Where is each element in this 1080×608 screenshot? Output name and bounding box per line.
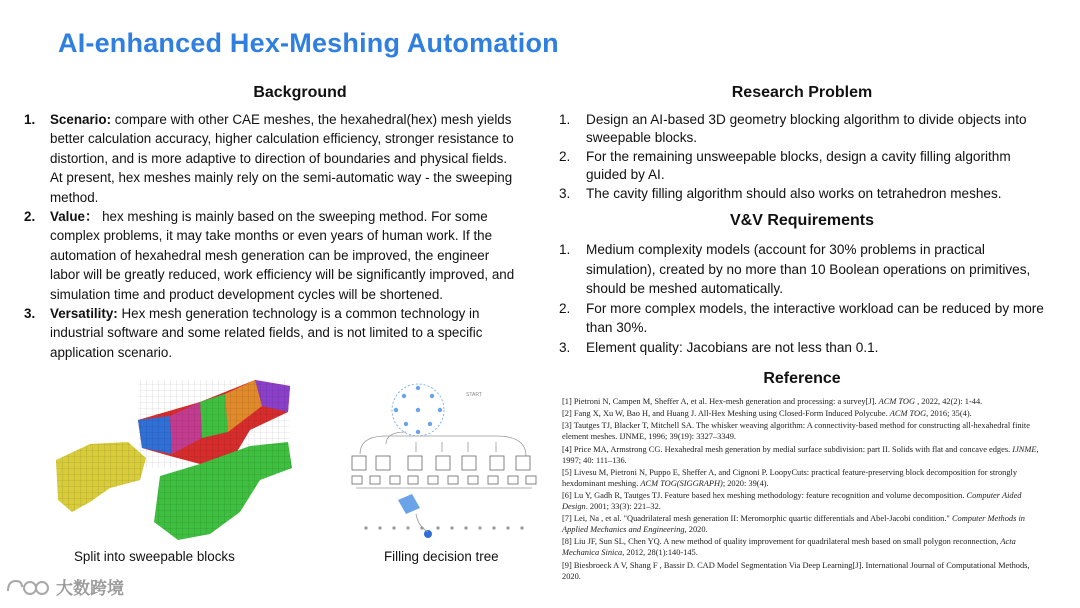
mesh-figure	[50, 372, 300, 544]
watermark	[4, 574, 124, 599]
research-item: 1. Design an AI-based 3D geometry blocking algorithm to divide objects into sweepable blocks.	[559, 112, 1027, 145]
vv-item: 1. Medium complexity models (account for 30% problems in practical simulation), created by no more than 10 Boolean operations on primitives, should be meshed automatically.	[559, 242, 1031, 297]
tree-start-label: START	[466, 392, 482, 398]
reference-heading: Reference	[763, 370, 841, 387]
tree-leaf-cluster	[398, 494, 420, 514]
research-item: 3. The cavity filling algorithm should also works on tetrahedron meshes.	[559, 186, 1002, 201]
research-item: 2. For the remaining unsweepable blocks, design a cavity filling algorithm guided by AI.	[559, 149, 1011, 182]
page-title: AI-enhanced Hex-Meshing Automation	[58, 28, 559, 58]
watermark-logo-icon	[4, 575, 50, 599]
decision-tree-figure	[346, 376, 542, 540]
reference-item: [3] Tautges TJ, Blacker T, Mitchell SA. The whisker weaving algorithm: A connectivity-based method for constructing all-hexahedral finite element meshes. IJNME, 1996; 39(19): 3327–3349.	[562, 421, 1030, 442]
left-figure-caption: Split into sweepable blocks	[74, 549, 235, 564]
reference-list	[562, 396, 1040, 583]
reference-item: [9] Biesbroeck A V, Shang F , Bassir D. CAD Model Segmentation Via Deep Learning[J]. International Journal of Computational Methods, 2020.	[562, 560, 1030, 581]
reference-item: [8] Liu JF, Sun SL, Chen YQ. A new method of quality improvement for quadrilateral mesh based on small polygon reconnection, Acta Mechanica Sinica, 2012, 28(1):140-145.	[562, 537, 1016, 558]
reference-item: [6] Lu Y, Gadh R, Tautges TJ. Feature based hex meshing methodology: feature recognition and volume decomposition. Computer Aided Design. 2001; 33(3): 221–32.	[562, 490, 1022, 511]
vv-heading: V&V Requirements	[729, 212, 875, 229]
reference-item: [7] Lei, Na , et al. "Quadrilateral mesh generation II: Meromorphic quartic differentials and Abel-Jacobi condition." Computer Methods in Applied Mechanics and Engineering, 2020.	[562, 514, 1025, 535]
vv-item: 2. For more complex models, the interactive workload can be reduced by more than 30%.	[559, 300, 1044, 336]
reference-item: [1] Pietroni N, Campen M, Sheffer A, et al. Hex-mesh generation and processing: a survey[J]. ACM TOG , 2022, 42(2): 1-44.	[562, 397, 983, 406]
reference-item: [4] Price MA, Armstrong CG. Hexahedral mesh generation by medial surface subdivision: part II. Solids with flat and concave edges. IJNME, 1997; 40: 111–136.	[562, 444, 1039, 465]
background-item-value: 2. Value： hex meshing is mainly based on the sweeping method. For some complex problems, it may take months or even years of human work. If the automation of hexahedral mesh generation can be improved, the engineer labor will be greatly reduced, work efficiency will be significantly improved, and simulation time and product development cycles will be shortened.	[24, 209, 515, 302]
right-figure-caption: Filling decision tree	[384, 549, 499, 564]
watermark-text: 大数跨境	[56, 579, 124, 598]
tree-leaf-node	[424, 530, 432, 538]
reference-item: [2] Fang X, Xu W, Bao H, and Huang J. All-Hex Meshing using Closed-Form Induced Polycube. ACM TOG, 2016; 35(4).	[562, 409, 972, 419]
yellow-mesh-part	[56, 442, 146, 512]
background-item-scenario: 1. Scenario: compare with other CAE meshes, the hexahedral(hex) mesh yields better calculation accuracy, higher calculation efficiency, stronger resistance to distortion, and is more adaptive to direction of boundaries and physical fields. At present, hex meshes mainly rely on the semi-automatic way - the sweeping method.	[24, 112, 514, 205]
vv-list	[559, 240, 1051, 358]
background-list	[24, 110, 520, 362]
research-list	[559, 111, 1051, 204]
background-item-versatility: 3. Versatility: Hex mesh generation technology is a common technology in industrial software and some related fields, and is not limited to a specific application scenario.	[24, 306, 483, 360]
tree-graph	[392, 384, 444, 436]
background-heading: Background	[253, 84, 347, 101]
reference-item: [5] Livesu M, Pietroni N, Puppo E, Sheffer A, and Cignoni P. LoopyCuts: practical feature-preserving block decomposition for strongly hexdominant meshing. ACM TOG(SIGGRAPH); 2020: 39(4).	[562, 467, 1018, 488]
research-heading: Research Problem	[731, 84, 873, 101]
vv-item: 3. Element quality: Jacobians are not less than 0.1.	[559, 339, 879, 355]
